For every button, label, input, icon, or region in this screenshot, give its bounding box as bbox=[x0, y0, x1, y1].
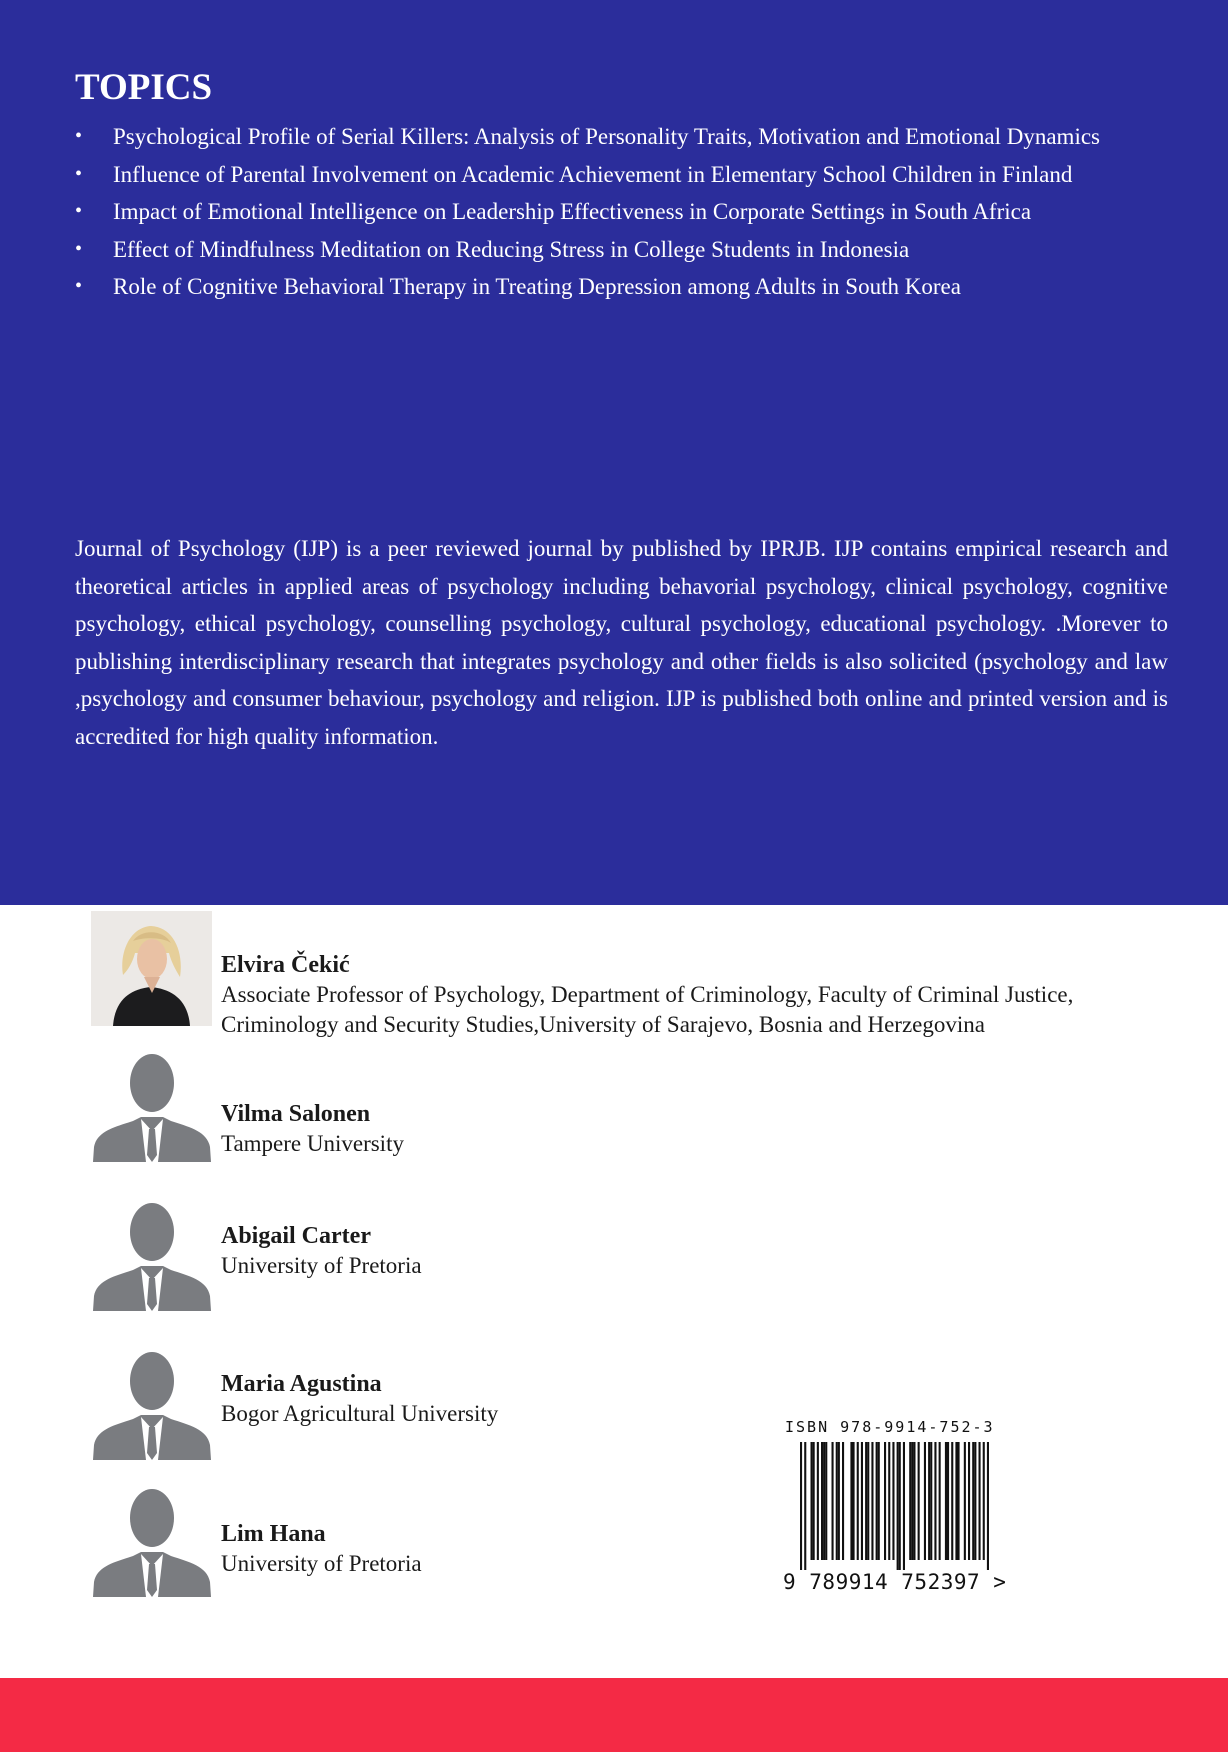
barcode-bar bbox=[861, 1442, 863, 1560]
barcode-bar bbox=[888, 1442, 890, 1560]
avatar-placeholder-icon bbox=[91, 1345, 212, 1460]
editor-name: Vilma Salonen bbox=[221, 1101, 371, 1127]
topic-item: • Impact of Emotional Intelligence on Leadership Effectiveness in Corporate Settings in South Africa bbox=[75, 193, 1175, 231]
barcode-bar bbox=[964, 1442, 966, 1560]
barcode-bar bbox=[811, 1442, 813, 1560]
editor-text bbox=[221, 1519, 422, 1579]
isbn-label: ISBN 978-9914-752-3 bbox=[785, 1418, 995, 1436]
topics-heading: TOPICS bbox=[75, 67, 213, 108]
barcode-bar bbox=[955, 1442, 957, 1560]
barcode-bar bbox=[924, 1442, 926, 1560]
editor-affiliation: University of Pretoria bbox=[221, 1253, 422, 1278]
avatar-placeholder-icon bbox=[91, 1196, 212, 1311]
editor-name: Elvira Čekić bbox=[221, 952, 350, 978]
barcode-bar bbox=[821, 1442, 823, 1560]
barcode-bar bbox=[945, 1442, 947, 1560]
barcode-bar bbox=[878, 1442, 880, 1560]
cover-bottom-band bbox=[0, 1678, 1228, 1752]
avatar-placeholder-icon bbox=[91, 1482, 212, 1597]
editor-name: Maria Agustina bbox=[221, 1371, 382, 1397]
barcode-bar bbox=[913, 1442, 915, 1560]
barcode-bar bbox=[903, 1442, 905, 1570]
barcode-bar bbox=[987, 1442, 989, 1570]
barcode-bar bbox=[972, 1442, 974, 1560]
topic-item: • Psychological Profile of Serial Killers: Analysis of Personality Traits, Motivation and Emotional Dynamics bbox=[75, 118, 1175, 156]
barcode-bar bbox=[825, 1442, 827, 1560]
barcode-bar bbox=[842, 1442, 844, 1560]
barcode-bar bbox=[939, 1442, 941, 1560]
barcode-bar bbox=[823, 1442, 825, 1560]
barcode-bar bbox=[832, 1442, 834, 1560]
barcode-bar bbox=[867, 1442, 869, 1560]
barcode-bar bbox=[800, 1442, 802, 1570]
barcode-bar bbox=[951, 1442, 953, 1560]
editor-affiliation: Bogor Agricultural University bbox=[221, 1401, 499, 1426]
editor-affiliation: Tampere University bbox=[221, 1131, 404, 1156]
barcode-digits: 9 789914 752397 > bbox=[783, 1570, 1007, 1594]
barcode-bar bbox=[884, 1442, 886, 1560]
barcode-bar bbox=[911, 1442, 913, 1560]
barcode-bar bbox=[968, 1442, 970, 1560]
barcode-bar bbox=[813, 1442, 815, 1560]
barcode-bar bbox=[817, 1442, 819, 1560]
barcode-bar bbox=[974, 1442, 976, 1560]
editor-affiliation: University of Pretoria bbox=[221, 1551, 422, 1576]
barcode-bar bbox=[871, 1442, 873, 1560]
barcode-bar bbox=[909, 1442, 911, 1560]
barcode-bar bbox=[857, 1442, 859, 1560]
barcode-bar bbox=[865, 1442, 867, 1560]
barcode-bar bbox=[899, 1442, 901, 1570]
barcode-bar bbox=[804, 1442, 806, 1570]
topic-item: • Role of Cognitive Behavioral Therapy in Treating Depression among Adults in South Korea bbox=[75, 268, 1175, 306]
barcode-bar bbox=[897, 1442, 899, 1570]
barcode-bar bbox=[892, 1442, 894, 1560]
barcode-bar bbox=[930, 1442, 932, 1560]
barcode-bar bbox=[947, 1442, 949, 1560]
editor-name: Lim Hana bbox=[221, 1521, 326, 1547]
barcode-bar bbox=[934, 1442, 936, 1560]
barcode-bar bbox=[983, 1442, 985, 1560]
barcode-bars-icon bbox=[800, 1442, 1000, 1572]
barcode-bar bbox=[958, 1442, 960, 1560]
barcode-bar bbox=[853, 1442, 855, 1560]
editor-text bbox=[221, 1369, 498, 1429]
topic-item: • Influence of Parental Involvement on Academic Achievement in Elementary School Children in Finland bbox=[75, 156, 1175, 194]
editor-affiliation: Associate Professor of Psychology, Department of Criminology, Faculty of Criminal Justice, Criminology and Security Studies,University of Sarajevo, Bosnia and Herzegovina bbox=[221, 982, 1074, 1037]
barcode-bar bbox=[876, 1442, 878, 1560]
editor-photo bbox=[91, 911, 212, 1026]
editor-text bbox=[221, 1221, 422, 1281]
editor-text bbox=[221, 950, 1191, 1040]
isbn-barcode bbox=[783, 1418, 1013, 1594]
topic-item: • Effect of Mindfulness Meditation on Reducing Stress in College Students in Indonesia bbox=[75, 231, 1175, 269]
editor-name: Abigail Carter bbox=[221, 1223, 371, 1249]
editor-text bbox=[221, 1099, 404, 1159]
barcode-bar bbox=[918, 1442, 920, 1560]
barcode-bar bbox=[836, 1442, 838, 1560]
journal-description: Journal of Psychology (IJP) is a peer reviewed journal by published by IPRJB. IJP contains empirical research and theoretical articles in applied areas of psychology including behavorial psychology, clinical psychology, cognitive psychology, ethical psychology, counselling psychology, cultural psychology, educational psychology. .Morever to publishing interdisciplinary research that integrates psychology and other fields is also solicited (psychology and law ,psychology and consumer behaviour, psychology and religion. IJP is published both online and printed version and is accredited for high quality information. bbox=[75, 536, 1168, 749]
topics-list bbox=[75, 118, 1175, 306]
barcode-bar bbox=[850, 1442, 852, 1560]
barcode-bar bbox=[928, 1442, 930, 1560]
avatar-placeholder-icon bbox=[91, 1047, 212, 1162]
barcode-bar bbox=[979, 1442, 981, 1560]
barcode-bar bbox=[838, 1442, 840, 1560]
